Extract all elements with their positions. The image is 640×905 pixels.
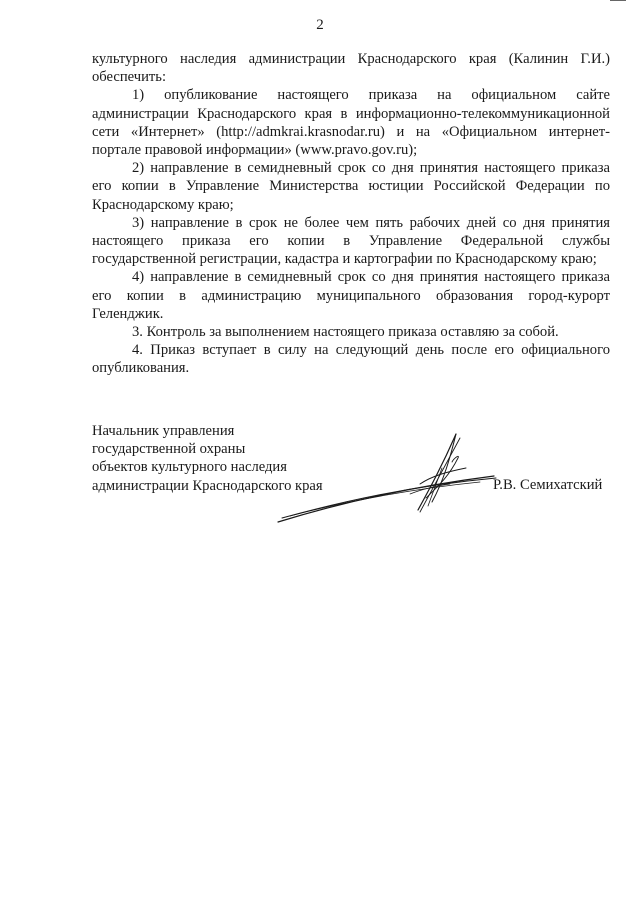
page-number: 2 [316,17,324,33]
paragraph-intro: культурного наследия администрации Краснодарского края (Калинин Г.И.) обеспечить: [92,51,610,86]
signatory-title-line: Начальник управления [92,423,235,439]
handwritten-signature [270,428,500,528]
paragraph-effective: 4. Приказ вступает в силу на следующий день после его официального опубликования. [92,342,610,377]
signatory-title-line: государственной охраны [92,441,246,458]
paragraph-item-4: 4) направление в семидневный срок со дня принятия настоящего приказа его копии в администрацию муниципального образования город-курорт Геленджик. [92,269,610,322]
paragraph-item-3: 3) направление в срок не более чем пять рабочих дней со дня принятия настоящего приказа его копии в Управление Федеральной службы государственной регистрации, кадастра и картографии по Краснодарскому краю; [92,214,610,268]
signatory-title-line: объектов культурного наследия [92,459,287,476]
document-body [92,50,610,378]
signatory-title-line: администрации Краснодарского края [92,477,323,494]
paragraph-control: 3. Контроль за выполнением настоящего приказа оставляю за собой. [132,324,559,341]
signatory-name: Р.В. Семихатский [493,477,603,493]
scan-corner-mark [610,0,626,1]
paragraph-item-1: 1) опубликование настоящего приказа на официальном сайте администрации Краснодарского края в информационно-телекоммуникационной сети «Интернет» (http://admkrai.krasnodar.ru) и на «Официальном интернет-портале правовой информации» (www.pravo.gov.ru); [92,87,610,159]
paragraph-item-2: 2) направление в семидневный срок со дня принятия настоящего приказа его копии в Управление Министерства юстиции Российской Федерации по Краснодарскому краю; [92,160,610,213]
